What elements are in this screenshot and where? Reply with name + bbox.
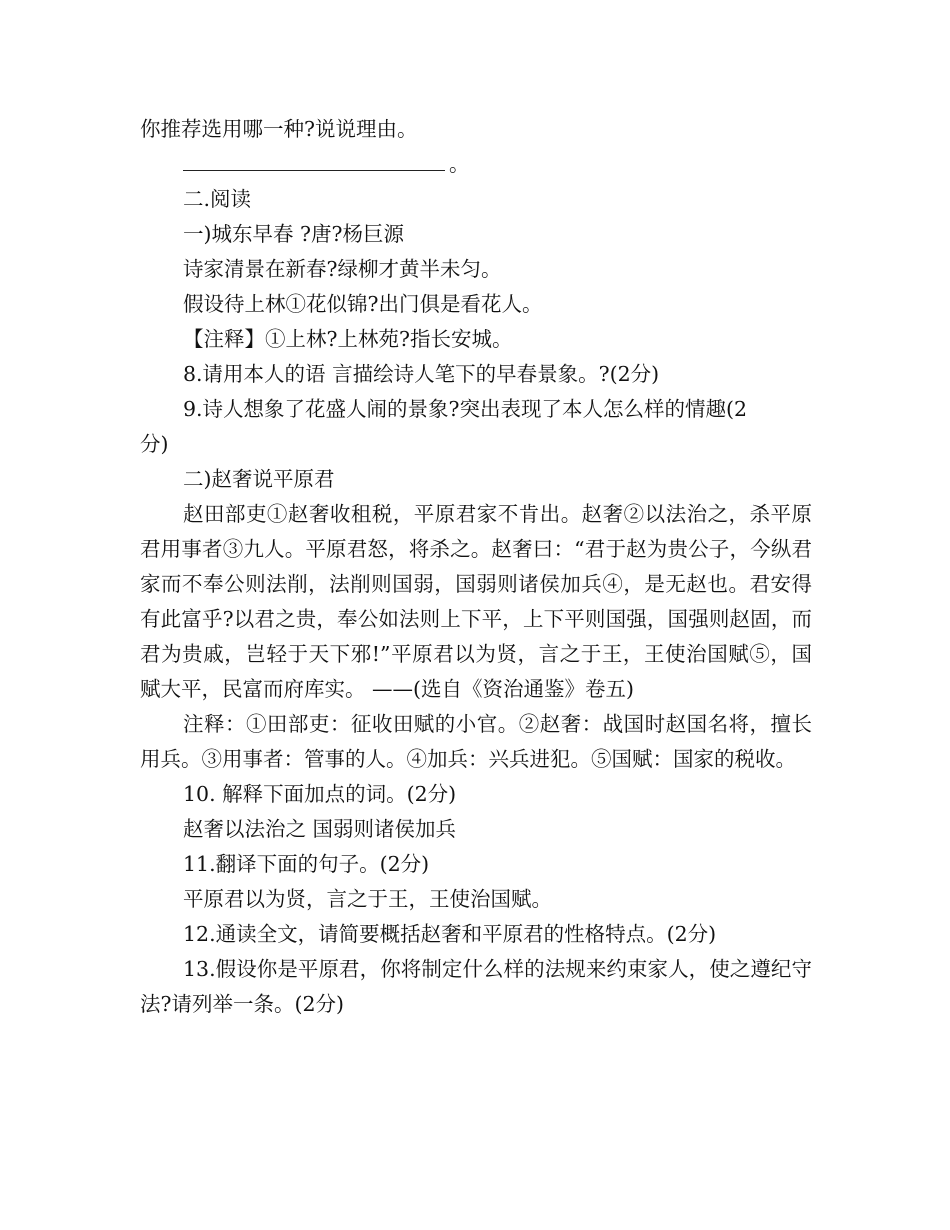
question-13: 13.假设你是平原君，你将制定什么样的法规来约束家人，使之遵纪守法?请列举一条。(2分) bbox=[140, 957, 812, 1016]
question-9-line-2: 分) bbox=[140, 432, 169, 456]
question-11-sentence: 平原君以为贤，言之于王，王使治国赋。 bbox=[183, 887, 552, 911]
blank-period: 。 bbox=[449, 152, 470, 176]
poem-line-2: 假设待上林①花似锦?出门俱是看花人。 bbox=[183, 292, 543, 316]
question-9-line-1: 9.诗人想象了花盛人闹的景象?突出表现了本人怎么样的情趣(2 bbox=[183, 397, 748, 421]
question-10-words: 赵奢以法治之 国弱则诸侯加兵 bbox=[183, 817, 457, 841]
prose-notes: 注释：①田部吏：征收田赋的小官。②赵奢：战国时赵国名将，擅长用兵。③用事者：管事的人。④加兵：兴兵进犯。⑤国赋：国家的税收。 bbox=[140, 712, 812, 771]
question-10: 10. 解释下面加点的词。(2分) bbox=[183, 782, 457, 806]
poem-line-1: 诗家清景在新春?绿柳才黄半未匀。 bbox=[183, 257, 502, 281]
prose-heading: 二)赵奢说平原君 bbox=[183, 467, 335, 491]
question-11: 11.翻译下面的句子。(2分) bbox=[183, 852, 430, 876]
poem-note: 【注释】①上林?上林苑?指长安城。 bbox=[183, 327, 513, 351]
question-12: 12.通读全文，请简要概括赵奢和平原君的性格特点。(2分) bbox=[183, 922, 717, 946]
prose-passage: 赵田部吏①赵奢收租税，平原君家不肯出。赵奢②以法治之，杀平原君用事者③九人。平原君怒，将杀之。赵奢曰：“君于赵为贵公子，今纵君家而不奉公则法削，法削则国弱，国弱则诸侯加兵④，是无赵也。君安得有此富乎?以君之贵，奉公如法则上下平，上下平则国强，国强则赵固，而君为贵戚，岂轻于天下邪!”平原君以为贤，言之于王，王使治国赋⑤，国赋大平，民富而府库实。 ——(选自《资治通鉴》卷五) bbox=[140, 502, 812, 701]
poem-heading: 一)城东早春 ?唐?杨巨源 bbox=[183, 222, 404, 246]
answer-blank bbox=[183, 148, 445, 171]
document-body bbox=[140, 112, 812, 1022]
intro-question: 你推荐选用哪一种?说说理由。 bbox=[140, 117, 418, 141]
question-8: 8.请用本人的语 言描绘诗人笔下的早春景象。?(2分) bbox=[183, 362, 660, 386]
section-heading-reading: 二.阅读 bbox=[183, 187, 252, 211]
answer-blank-line bbox=[140, 147, 812, 182]
